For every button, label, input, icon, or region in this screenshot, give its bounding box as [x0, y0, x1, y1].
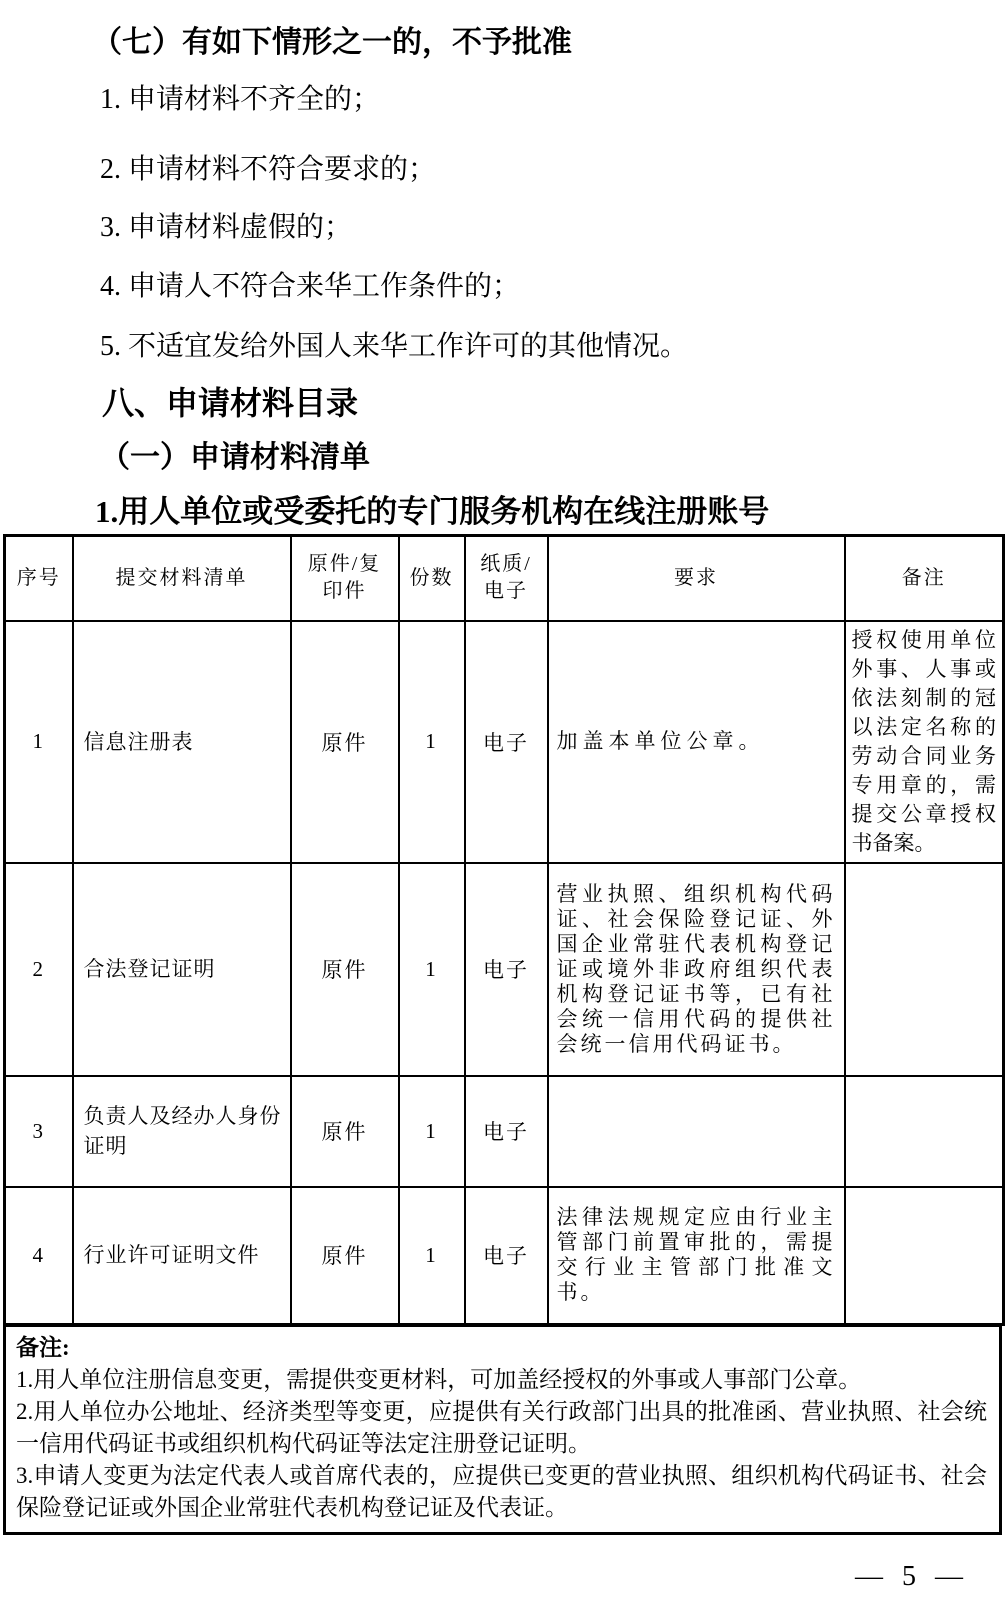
cell-seq: 1 — [5, 621, 73, 863]
table-row-3 — [5, 1076, 1004, 1187]
list-item-3: 3. 申请材料虚假的； — [100, 212, 353, 243]
cell-requirement: 营业执照、组织机构代码证、社会保险登记证、外国企业常驻代表机构登记证或境外非政府组织代表机构登记证书等，已有社会统一信用代码的提供社会统一信用代码证书。 — [548, 863, 845, 1076]
col-header-copies: 份数 — [399, 536, 465, 621]
cell-remark — [845, 1187, 1004, 1325]
notes-label: 备注: — [16, 1335, 70, 1360]
cell-format: 电子 — [465, 863, 548, 1076]
cell-requirement: 法律法规规定应由行业主管部门前置审批的，需提交行业主管部门批准文书。 — [548, 1187, 845, 1325]
list-item-1: 1. 申请材料不齐全的； — [100, 84, 381, 115]
section-heading-eight: 八、申请材料目录 — [102, 385, 359, 421]
cell-seq: 4 — [5, 1187, 73, 1325]
col-header-seq: 序号 — [5, 536, 73, 621]
cell-original: 原件 — [291, 1076, 399, 1187]
cell-copies: 1 — [399, 621, 465, 863]
col-header-material: 提交材料清单 — [73, 536, 291, 621]
table-row-2 — [5, 863, 1004, 1076]
table-row-1 — [5, 621, 1004, 863]
col-header-remark: 备注 — [845, 536, 1004, 621]
table-row-4 — [5, 1187, 1004, 1325]
page-number: — 5 — — [855, 1561, 969, 1592]
note-line-2: 2.用人单位办公地址、经济类型等变更，应提供有关行政部门出具的批准函、营业执照、社会统一信用代码证书或组织机构代码证等法定注册登记证明。 — [16, 1399, 987, 1456]
section-heading-seven: （七）有如下情形之一的，不予批准 — [92, 26, 572, 59]
note-line-1: 1.用人单位注册信息变更，需提供变更材料，可加盖经授权的外事或人事部门公章。 — [16, 1367, 862, 1392]
cell-remark — [845, 863, 1004, 1076]
note-line-3: 3.申请人变更为法定代表人或首席代表的，应提供已变更的营业执照、组织机构代码证书、社会保险登记证或外国企业常驻代表机构登记证及代表证。 — [16, 1463, 987, 1520]
list-item-5: 5. 不适宜发给外国人来华工作许可的其他情况。 — [100, 331, 689, 362]
cell-requirement — [548, 1076, 845, 1187]
cell-material: 合法登记证明 — [73, 863, 291, 1076]
cell-material: 信息注册表 — [73, 621, 291, 863]
materials-list-heading: 1.用人单位或受委托的专门服务机构在线注册账号 — [95, 494, 770, 529]
cell-copies: 1 — [399, 863, 465, 1076]
table-header-row — [5, 536, 1004, 621]
cell-seq: 2 — [5, 863, 73, 1076]
list-item-2: 2. 申请材料不符合要求的； — [100, 154, 437, 185]
cell-format: 电子 — [465, 621, 548, 863]
col-header-requirement: 要求 — [548, 536, 845, 621]
cell-original: 原件 — [291, 621, 399, 863]
cell-material: 负责人及经办人身份证明 — [73, 1076, 291, 1187]
cell-original: 原件 — [291, 863, 399, 1076]
list-item-4: 4. 申请人不符合来华工作条件的； — [100, 271, 521, 302]
col-header-original-copy: 原件/复印件 — [291, 536, 399, 621]
cell-copies: 1 — [399, 1076, 465, 1187]
cell-material: 行业许可证明文件 — [73, 1187, 291, 1325]
cell-remark: 授权使用单位外事、人事或依法刻制的冠以法定名称的劳动合同业务专用章的，需提交公章授权书备案。 — [845, 621, 1004, 863]
cell-format: 电子 — [465, 1187, 548, 1325]
cell-format: 电子 — [465, 1076, 548, 1187]
cell-remark — [845, 1076, 1004, 1187]
cell-requirement: 加盖本单位公章。 — [548, 621, 845, 863]
cell-copies: 1 — [399, 1187, 465, 1325]
notes-box — [3, 1324, 1002, 1535]
document-page — [0, 24, 1005, 1593]
materials-table — [3, 534, 1005, 1326]
col-header-paper-electronic: 纸质/电子 — [465, 536, 548, 621]
section-heading-eight-one: （一）申请材料清单 — [100, 441, 370, 474]
cell-original: 原件 — [291, 1187, 399, 1325]
cell-seq: 3 — [5, 1076, 73, 1187]
